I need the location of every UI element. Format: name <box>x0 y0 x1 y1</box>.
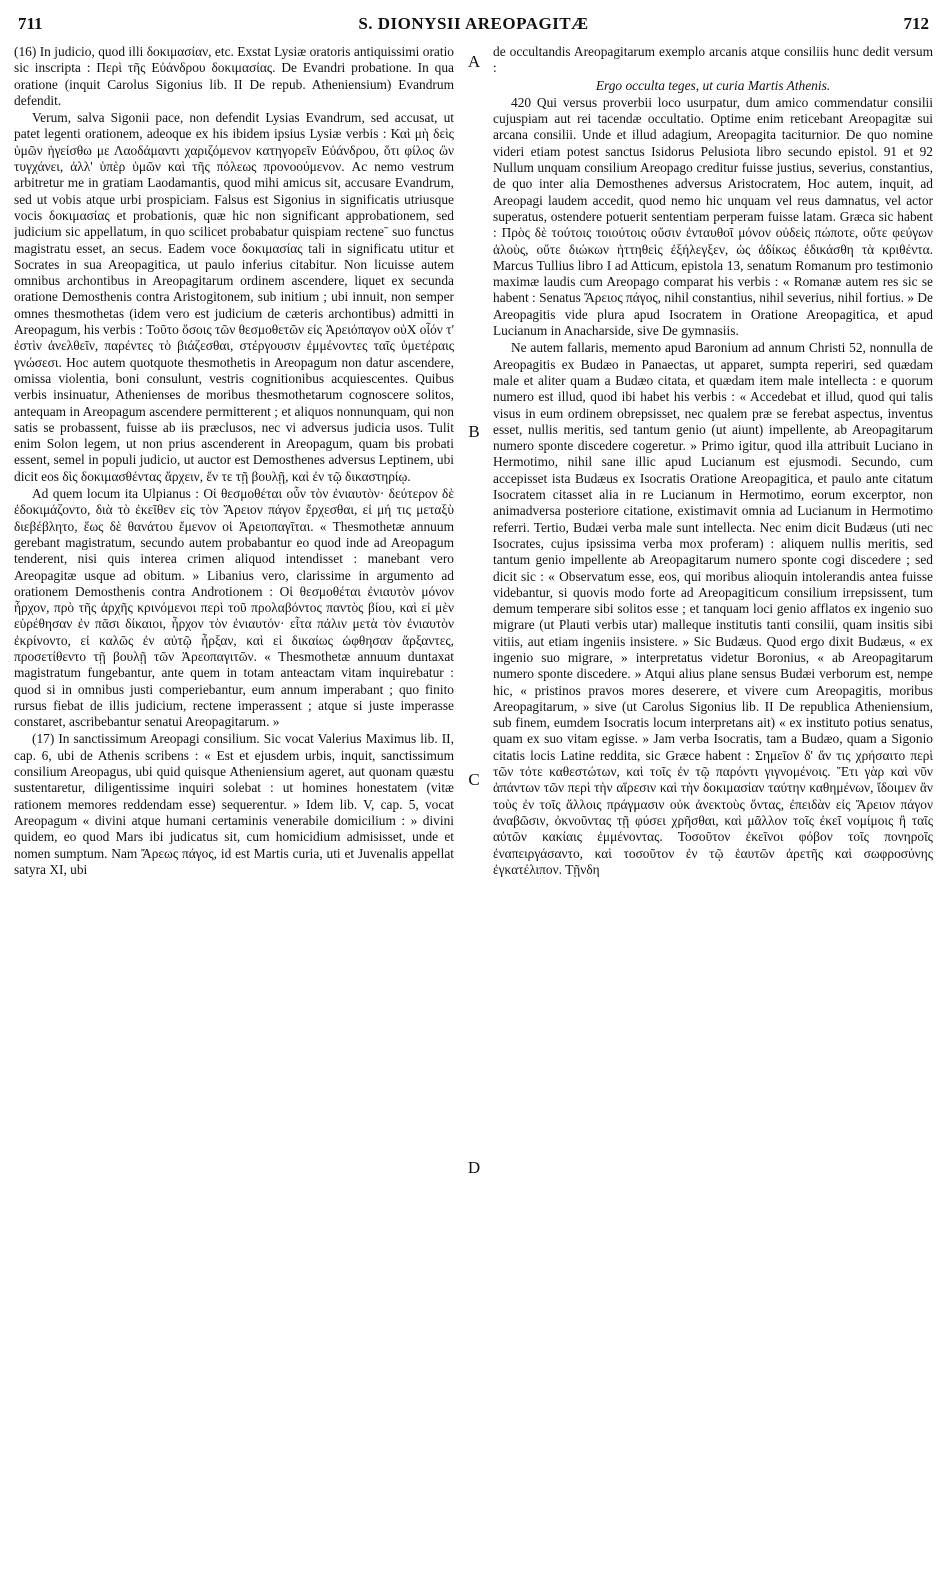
note-17: (17) In sanctissimum Areopagi consilium. Sic vocat Valerius Maximus lib. II, cap. 6, ubi de Athenis scribens : « Est et ejusdem urbis, inquit, sanctissimum consilium Areopagus, ubi quid quisque Atheniensium ageret, aut quonam quæstu sustentaretur, diligentissime inquiri solebat : ut homines honestatem (vitæ rationem memores reddendam esse) sequerentur. » Idem lib. V, cap. 5, vocat Areopagum « divini atque humani certaminis venerabile domicilium : » divini quidem, eo quod Mars ibi judicatus sit, cum homicidium admisisset, unde et nomen sumptum. Nam Ἄρεως πάγος, id est Martis curia, uti et Juvenalis appellat satyra XI, ubi <box>14 731 454 877</box>
left-page-number: 711 <box>18 14 43 33</box>
note-16: (16) In judicio, quod illi δοκιμασίαν, etc. Exstat Lysiæ oratoris antiquissimi oratio sic inscripta : Περὶ τῆς Εὐάνδρου δοκιμασίας. De Evandri probatione. In qua oratione (inquit Carolus Sigonius lib. II De repub. Atheniensium) Evandrum defendit. <box>14 44 454 108</box>
left-column <box>14 44 454 1572</box>
margin-letter-d: D <box>467 1158 481 1177</box>
margin-letter-a: A <box>467 52 481 71</box>
page-header <box>14 6 933 40</box>
margin-letter-c: C <box>468 770 480 789</box>
paragraph-baronius: Ne autem fallaris, memento apud Baronium ad annum Christi 52, nonnulla de Areopagitis ex Budæo in Panaectas, ut apparet, sumpta reperiri, sed quædam male et aliter quam a Budæo citata, et quædam item male intellecta : e quorum numero est illud, quod ibi habet his verbis : « Accedebat et illud, quod qui talis visus in eum ordinem obrepsisset, nec qualem præ se ferebat aspectus, inventus esset, nullis meritis, sed tantum genio (ut aiunt) impellente, ab Areopagitarum numero sponte discedere cogeretur. » Primo igitur, quod illa attribuit Luciano in Hermotimo, nihil sane illic apud Lucianum est ejusmodi. Secundo, cum accepisset ista Budæus ex Isocratis Oratione Areopagitica, et paulo ante citatum Isocratem citasset alia in re Lucianum in Hermotimo, eorum excerptor, non animadversa posteriore citatione, existimavit omnia ad Lucianum in Hermotimo referri. Tertio, Budæi verba male sunt intellecta. Nec enim dicit Budæus (uti nec Isocrates, cujus ipsissima verba mox proferam) : aliquem nullis meritis, sed tantum genio impellente ab Areopagitarum numero sponte cogi discedere ; sed dicit sic : « Observatum esse, eos, qui moribus alioquin intolerandis antea fuisse videbantur, si quovis modo forte ad Areopagiticum consilium irrepsissent, tum demum temperare sibi solitos esse ; et tanquam loci genio afflatos ex ingenio suo migrare (ut Plauti verbis utar) malleque institutis tanti consilii, quam insitis sibi vitiis, aut etiam ingeniis insistere. » Sic Budæus. Quod ergo dixit Budæus, « ex ingenio suo migrare, » interpretatus videtur Boronius, « ab Areopagitarum numero sponte discedere. » Atqui alius plane sensus Budæi verborum est, nempe hic, « pristinos pravos mores deserere, et vivere cum Areopagitis, moribus Areopagitarum, » sive (ut Carolus Sigonius lib. II De republica Atheniensium, sub finem, eumdem Isocratis locum interpretans ait) « ex instituto potius senatus, quam ex suo vitam egisse. » Jam verba Isocratis, tam a Budæo, quam a Sigonio citatis locis Latine reddita, sic Græce habent : Σημεῖον δ' ἄν τις χρήσαιτο περὶ τῶν τότε καθεστώτων, καὶ τοῖς ἐν τῷ παρόντι γιγνομένοις. Ἔτι γὰρ καὶ νῦν ἁπάντων τῶν περὶ τὴν αἵρεσιν καὶ τὴν δοκιμασίαν ταύτην καθημένων, ἴδοιμεν ἂν τοὺς ἐν τοῖς ἄλλοις πράγμασιν οὐκ ἀνεκτοὺς ὄντας, ἐπειδὰν εἰς Ἄρειον πάγον ἀναβῶσιν, ὀκνοῦντας τῇ φύσει χρῆσθαι, καὶ μᾶλλον τοῖς ἐκεῖ νομίμοις ἢ ταῖς αὐτῶν κακίαις ἐμμένοντας. Τοσοῦτον ἐκεῖνοι φόβον τοῖς πονηροῖς ἐναπειργάσαντο, καὶ τοσοῦτον ἐν τῷ ἑαυτῶν ἀρετῆς καὶ σωφροσύνης ἐγκατέλιπον. Τῇνδη <box>493 340 933 877</box>
paragraph-continuation: de occultandis Areopagitarum exemplo arcanis atque consiliis hunc dedit versum : <box>493 44 933 76</box>
paragraph-420: 420 Qui versus proverbii loco usurpatur, dum amico commendatur consilii cujuspiam aut rei tacendæ occultatio. Optime enim reticebant Areopagitæ sui arcana consilii. Unde et illud adagium, Areopagita taciturnior. De quo nomine videri etiam potest sanctus Isidorus Pelusiota libro secundo epistol. 91 et 92 Nullum unquam consilium Areopago creditur fuisse justius, severius, constantius, de quo inter alia Demosthenes adversus Aristocratem, Hoc autem, inquit, ad Areopagi laudem accedit, quod nemo hic unquam vel reus damnatus, vel actor superatus, ostendere potuerit sententiam perperam fuisse latam. Græca sic habent : Πρὸς δὲ τούτοις τοιούτοις οὔσιν ἐνταυθοῖ μόνον οὐδεὶς πώποτε, οὔτε φεύγων ἁλοὺς, οὔτε διώκων ἡττηθεὶς ἐξήλεγξεν, ὡς ἀδίκως ἐδικάσθη τὰ κριθέντα. Marcus Tullius libro I ad Atticum, epistola 13, senatum Romanum pro testimonio maximæ laudis cum Areopago comparat his verbis : « Romanæ autem res sic se habent : Senatus Ἄρειος πάγος, nihil constantius, nihil severius, nihil fortius. » De Areopagitis vide plura apud Isocratem in Oratione Areopagitica, et apud Lucianum in Anacharside, sive De gymnasiis. <box>493 94 933 339</box>
paragraph-verum: Verum, salva Sigonii pace, non defendit Lysias Evandrum, sed accusat, ut patet legenti orationem, adeoque ex his ibidem ipsius Lysiæ verbis : Καὶ μὴ δεὶς ὑμῶν ἡγείσθω με Λαοδάμαντι χαριζόμενον κατηγορεῖν Εὐάνδρου, ὅτι φίλος ὢν τυγχάνει, ἀλλ' ὑπὲρ ὑμῶν καὶ τῆς πόλεως προνοούμενον. Ac nemo vestrum arbitretur me in gratiam Laodamantis, quod mihi amicus sit, accusare Evandrum, sed ut vobis atque urbi prospiciam. Falsus est Sigonius in significatis utriusque vocis δοκιμασίας et probationis, quæ hic non significant approbationem, sed judicium sic appellatum, in quo scilicet probabatur quispiam recteneˉ suo functus magistratu esset, an secus. Eadem voce δοκιμασίας tali in significatu utitur et Socrates in sua Areopagitica, ut paulo inferius citabitur. Non licuisse autem omnibus archontibus in Areopagitarum ordinem ascendere, liquet ex secunda oratione Demosthenis contra Aristogitonem, sub initium ; ubi innuit, non semper omnes thesmothetas (idem vero est judicium de cæteris archontibus) admitti in Areopagum, his verbis : Τοῦτο ὅσοις τῶν θεσμοθετῶν εἰς Ἀρειόπαγον οὐΧ οἷόν τ' ἐστὶν ἀνελθεῖν, παρέντες τὸ βιάζεσθαι, στέργουσιν ἐμμένοντες ταῖς ὑμετέραις γνώσεσι. Hoc autem quotquote thesmothetis in Areopagum non datur ascendere, omissa violentia, boni consulunt, vestris cognitionibus acquiescentes. Quibus verbis insinuatur, Athenienses de moribus thesmothetarum cognoscere solitos, antequam in Areopagum ascendere permitterent ; et aliquos nonnunquam, qui non satis se probassent, fuisse ab iis præclusos, nec vi adversus judicia usos. Tulit enim Solon legem, ut non prius ascenderent in Areopagum, quam bis probati essent, semel in populi judicio, ut auctor est Demosthenes adversus Leptinem, ubi dicit eos δὶς δοκιμασθέντας ἄρχειν, ἔν τε τῇ βουλῇ, καὶ ἐν τῷ δικαστηρίῳ. <box>14 110 454 484</box>
verse-quote: Ergo occulta teges, ut curia Martis Athenis. <box>595 77 831 93</box>
margin-letter-b: B <box>468 422 480 441</box>
right-column <box>493 44 933 1572</box>
paragraph-ulpianus: Ad quem locum ita Ulpianus : Οἱ θεσμοθέται οὖν τὸν ἐνιαυτὸν· δεύτερον δὲ ἐδοκιμάζοντο, διὰ τὸ ἐκεῖθεν εἰς τὸν Ἄρειον πάγον ἔρχεσθαι, εἰ μή τις μεταξὺ διεβέβλητο, ἕως δὲ θανάτου ἔμενον οἱ Ἀρειοπαγῖται. « Thesmothetæ annuum gerebant magistratum, secundo autem probabantur eo quod inde ad Areopagum tenderent, nisi quis interea crimen aliquod intendisset : manebant vero Areopagitæ usque ad obitum. » Libanius vero, clarissime in argumento ad orationem Demosthenis contra Androtionem : Οἱ θεσμοθέται ἐνιαυτὸν μόνον ἦρχον, πρὸ τῆς ἀρχῆς κρινόμενοι περὶ τοῦ προλαβόντος παντὸς βίου, καὶ εἰ μὲν εὑρέθησαν ἐν πᾶσι δίκαιοι, ἦρχον τὸν ἐνιαυτόν· εἶτα πάλιν μετὰ τὸν ἐνιαυτὸν ἐκρίνοντο, εἰ καλῶς ἐν αὐτῷ ἦρξαν, καὶ εἰ δικαίως ὠφθησαν ἄρξαντες, προσετίθεντο τῇ βουλῇ τῶν Ἀρεοπαγιτῶν. « Thesmothetæ annuum duntaxat magistratum fungebantur, ante quem in totam anteactam vitam inquirebatur : quod si in omnibus justi comperiebantur, eum annum imperabant ; quo finito rursus fiebat de illis judicium, rectene imperassent ; atque si juste imperasse constaret, ascribebantur senatui Areopagitarum. » <box>14 486 454 730</box>
right-page-number: 712 <box>903 14 929 33</box>
running-title: S. DIONYSII AREOPAGITÆ <box>358 14 589 33</box>
